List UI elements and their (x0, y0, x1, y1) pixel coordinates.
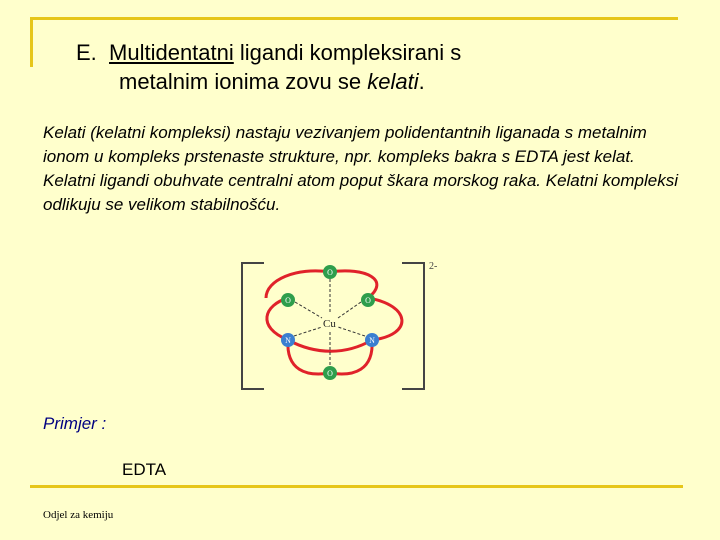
ring-arc-top-left (266, 271, 330, 298)
ring-arc-bottom-right (330, 340, 372, 374)
cu-edta-chelate-diagram (236, 255, 448, 395)
bond-lower-left (294, 327, 322, 336)
title-italic-word: kelati (367, 69, 419, 94)
bond-upper-left (295, 302, 322, 318)
atom-label-left: O (285, 296, 291, 305)
atom-label-n-right: N (369, 336, 375, 345)
slide-title (76, 38, 461, 96)
charge-label: 2- (429, 261, 438, 272)
edta-label: EDTA (122, 460, 167, 479)
title-line2-text: metalnim ionima zovu se (119, 69, 362, 94)
left-bracket (242, 263, 264, 389)
example-label: Primjer : (43, 414, 107, 433)
title-period: . (418, 69, 425, 94)
atom-label-top: O (327, 268, 333, 277)
bond-lower-right (338, 327, 365, 336)
bond-upper-right (338, 302, 361, 318)
atom-label-right: O (365, 296, 371, 305)
center-atom-label: Cu (323, 318, 336, 330)
atom-label-n-left: N (285, 336, 291, 345)
ring-arc-bottom-left (288, 340, 330, 374)
body-paragraph: Kelati (kelatni kompleksi) nastaju vezivanjem polidentantnih liganada s metalnim ionom u kompleks prstenaste strukture, npr. kompleks bakra s EDTA jest kelat. Kelatni ligandi obuhvate centralni atom poput škara morskog raka. Kelatni kompleksi odlikuju se velikom stabilnošću. (43, 123, 679, 214)
top-rule (30, 17, 678, 20)
bottom-rule (30, 485, 683, 488)
title-prefix: E. (76, 40, 97, 65)
right-bracket (402, 263, 424, 389)
left-rule (30, 17, 33, 67)
title-underlined-word: Multidentatni (109, 40, 234, 65)
atom-label-bottom: O (327, 369, 333, 378)
footer-text: Odjel za kemiju (43, 509, 114, 521)
title-line-2 (76, 67, 461, 96)
title-rest: ligandi kompleksirani s (239, 40, 462, 65)
